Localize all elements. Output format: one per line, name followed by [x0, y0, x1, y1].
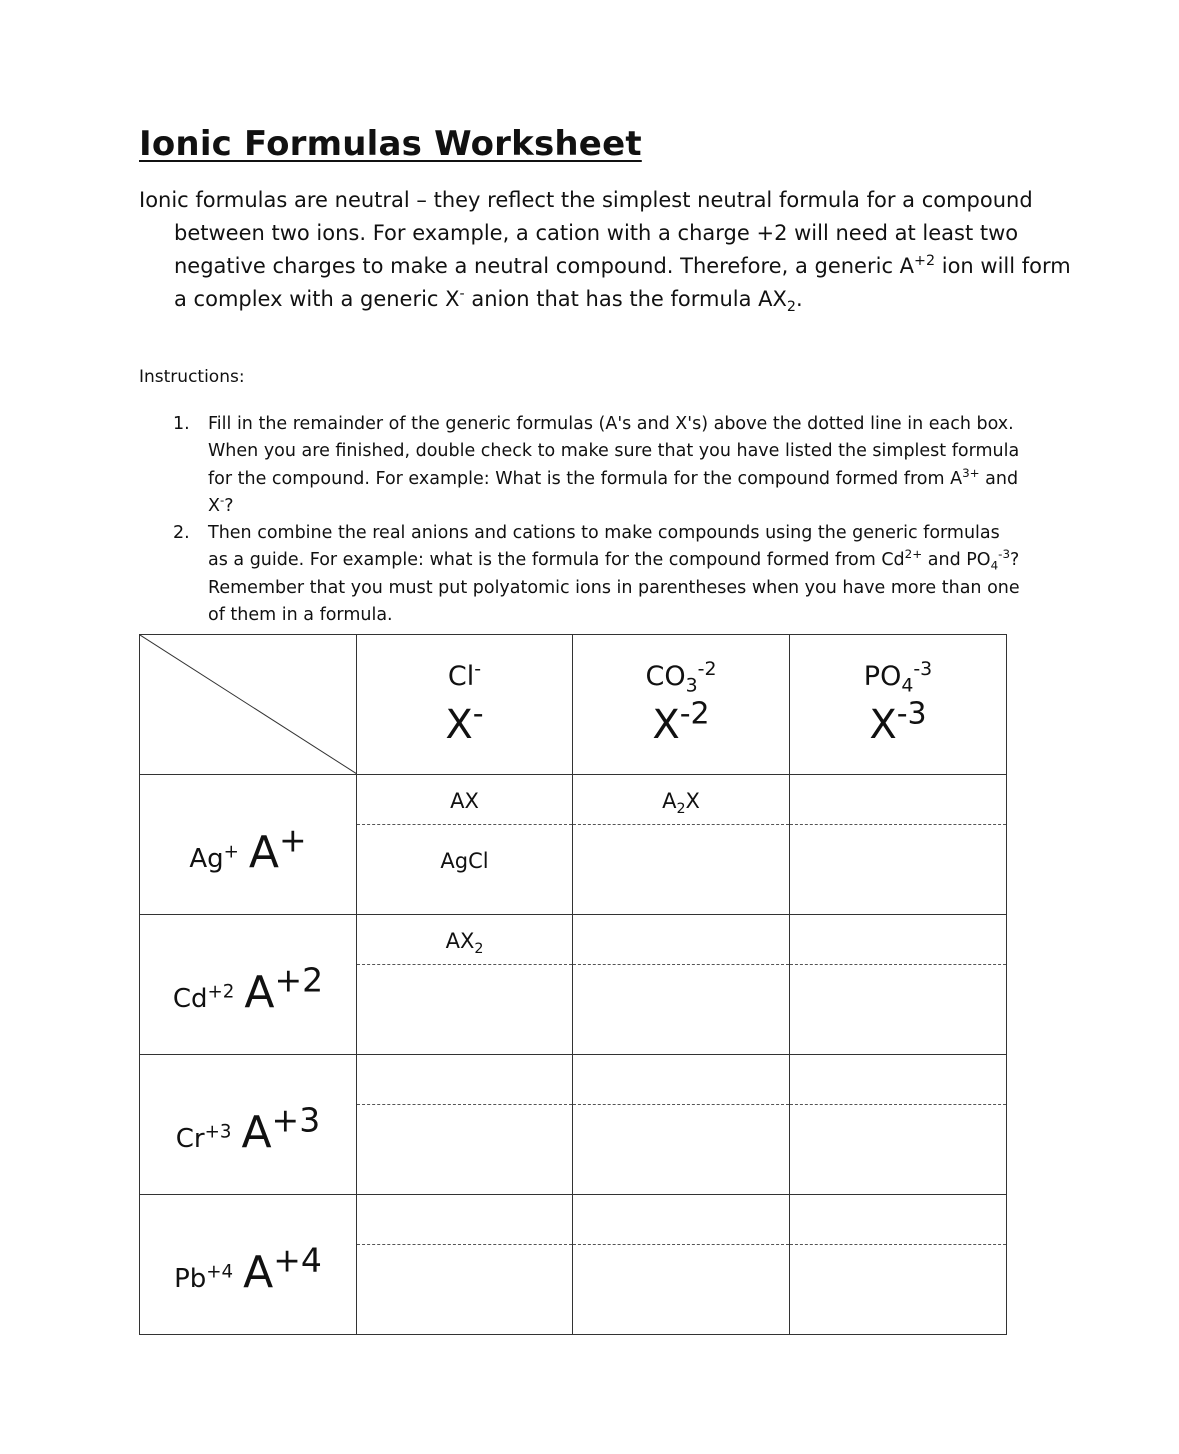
generic-formula[interactable] [790, 1055, 1006, 1105]
real-formula[interactable] [790, 1245, 1006, 1334]
instruction-step-2: 2. Then combine the real anions and cations to make compounds using the generic formulas as a guide. For example: what is the formula for the compound formed from $Cd^{2+}$ and $PO_4^{-3}$? Remember that you must put polyatomic ions in parentheses when you have more than one of them in a formula. [173, 523, 1020, 626]
anion-formula: $CO_3^{-2}$ [645, 658, 717, 697]
cation-label: Ag+ A+ [140, 775, 357, 915]
anion-header-phosphate [790, 635, 1007, 775]
real-formula[interactable] [790, 1105, 1006, 1194]
formula-cell[interactable] [573, 915, 790, 1055]
instructions-label: Instructions: [139, 367, 245, 387]
real-formula[interactable] [357, 1105, 572, 1194]
generic-formula[interactable] [790, 775, 1006, 825]
worksheet-title: Ionic Formulas Worksheet [139, 124, 642, 164]
anion-generic: X- [445, 696, 484, 748]
generic-formula[interactable]: $AX_2$ [357, 915, 572, 965]
anion-header-chloride [357, 635, 573, 775]
cation-label: $Cd^{+2}$ $A^{+2}$ [140, 915, 357, 1055]
cation-label: $Pb^{+4}$ $A^{+4}$ [140, 1195, 357, 1335]
formula-cell[interactable] [357, 1055, 573, 1195]
instruction-list [173, 411, 1023, 629]
formula-cell[interactable] [573, 1195, 790, 1335]
cation-row-cadmium [140, 915, 1007, 1055]
anion-generic: $X^{-3}$ [869, 696, 927, 748]
generic-formula[interactable] [357, 1195, 572, 1245]
real-formula[interactable] [573, 1245, 789, 1334]
generic-formula[interactable] [573, 1195, 789, 1245]
anion-generic: $X^{-2}$ [652, 696, 710, 748]
generic-formula[interactable] [790, 1195, 1006, 1245]
real-formula[interactable] [357, 965, 572, 1054]
formula-cell[interactable] [357, 775, 573, 915]
formula-cell[interactable] [357, 915, 573, 1055]
corner-cell [140, 635, 357, 775]
formula-cell[interactable] [790, 775, 1007, 915]
cation-row-lead [140, 1195, 1007, 1335]
cation-label: $Cr^{+3}$ $A^{+3}$ [140, 1055, 357, 1195]
anion-formula: Cl- [447, 658, 482, 692]
real-formula[interactable] [573, 1105, 789, 1194]
instruction-step-1: 1. Fill in the remainder of the generic formulas (A's and X's) above the dotted line in each box. When you are finished, double check to make sure that you have listed the simplest formula for the compound. For example: What is the formula for the compound formed from $A^{3+}$ and X-? [173, 414, 1020, 516]
anion-header-carbonate [573, 635, 790, 775]
real-formula[interactable] [790, 825, 1006, 914]
real-formula[interactable] [790, 965, 1006, 1054]
real-formula[interactable] [573, 965, 789, 1054]
intro-paragraph: Ionic formulas are neutral – they reflect the simplest neutral formula for a compound between two ions. For example, a cation with a charge +2 will need at least two negative charges to make a neutral compound. Therefore, a generic $A^{+2}$ ion will form a complex with a generic X- anion that has the formula $AX_2$. [139, 188, 1071, 316]
generic-formula[interactable] [790, 915, 1006, 965]
diagonal-divider [140, 635, 357, 774]
formula-cell[interactable] [790, 1195, 1007, 1335]
formula-cell[interactable] [357, 1195, 573, 1335]
real-formula[interactable]: AgCl [440, 849, 489, 873]
formula-cell[interactable] [573, 775, 790, 915]
generic-formula[interactable] [357, 1055, 572, 1105]
formula-cell[interactable] [790, 1055, 1007, 1195]
formula-cell[interactable] [573, 1055, 790, 1195]
real-formula[interactable] [573, 825, 789, 914]
generic-formula[interactable]: $A_2X$ [573, 775, 789, 825]
anion-formula: $PO_4^{-3}$ [863, 658, 933, 697]
formula-cell[interactable] [790, 915, 1007, 1055]
generic-formula[interactable] [573, 915, 789, 965]
ion-combination-table [139, 634, 1007, 1335]
generic-formula[interactable]: AX [357, 775, 572, 825]
real-formula[interactable] [357, 1245, 572, 1334]
generic-formula[interactable] [573, 1055, 789, 1105]
cation-row-silver [140, 775, 1007, 915]
cation-row-chromium [140, 1055, 1007, 1195]
header-row [140, 635, 1007, 775]
